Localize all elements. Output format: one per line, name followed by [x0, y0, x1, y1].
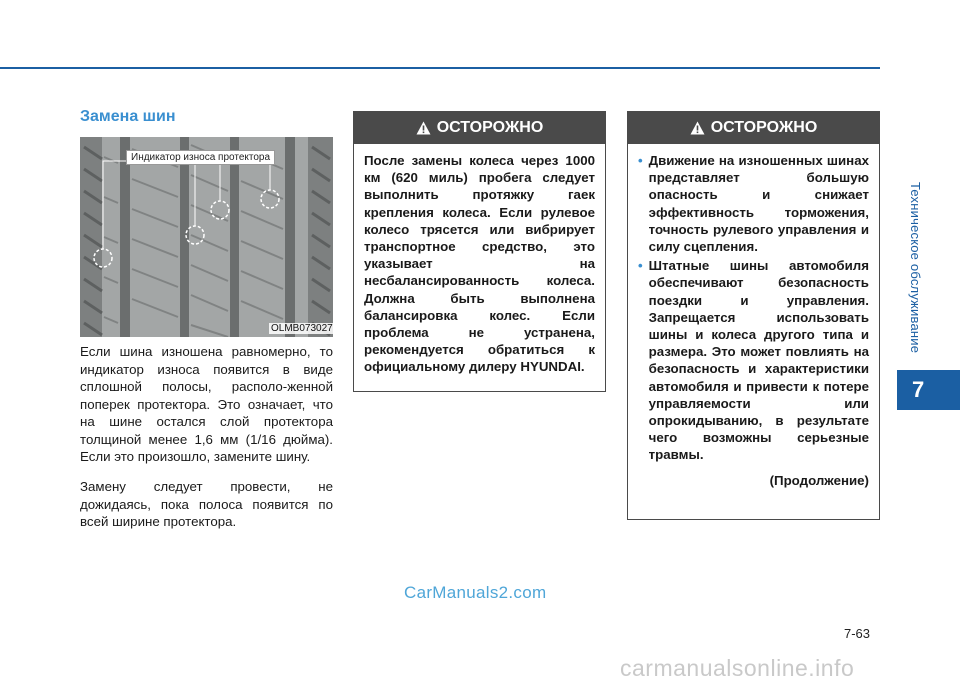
- bullet-dot-icon: •: [638, 258, 643, 274]
- bullet-dot-icon: •: [638, 153, 643, 168]
- warning-bullet-text: Штатные шины автомобиля обеспечивают безопасность поездки и управления. Запрещается использовать шины и колеса другого типа и размера. Это может повлиять на безопасность и характеристики автомобиля и привести к потере управляемости или опрокидыванию, в результате чего возможны серьезные травмы.: [648, 258, 869, 463]
- continued-label: (Продолжение): [769, 472, 869, 488]
- site-watermark: carmanualsonline.info: [620, 655, 855, 681]
- header-rule: [0, 67, 880, 69]
- section-side-label: Техническое обслуживание: [908, 182, 923, 354]
- body-paragraph-2: Замену следует провести, не дожидаясь, пока полоса появится по всей ширине протектора.: [80, 479, 333, 529]
- warning-bullet: [638, 257, 869, 463]
- warning-box-2: [627, 111, 880, 520]
- warning-title-1: ОСТОРОЖНО: [436, 119, 544, 136]
- warning-bullet-text: Движение на изношенных шинах представляет большую опасность и снижает эффективность торможения, точность рулевого управления и силу сцепления.: [648, 153, 869, 255]
- warning-triangle-icon: [416, 121, 431, 135]
- carmanuals-watermark[interactable]: CarManuals2.com: [404, 583, 547, 602]
- figure-code: OLMB073027: [271, 323, 333, 334]
- warning-box-1: [353, 111, 606, 392]
- warning-body-2: [628, 144, 879, 499]
- page-number: 7-63: [844, 626, 871, 641]
- warning-triangle-icon: [690, 121, 705, 135]
- warning-header-1: [354, 112, 605, 144]
- warning-title-2: ОСТОРОЖНО: [710, 119, 818, 136]
- wear-indicator-callout: Индикатор износа протектора: [126, 150, 275, 165]
- warning-bullet: [638, 152, 869, 255]
- section-title: Замена шин: [80, 108, 176, 125]
- warning-header-2: [628, 112, 879, 144]
- chapter-badge: 7: [897, 370, 960, 410]
- tire-tread-image: [80, 137, 333, 337]
- warning-text-1: После замены колеса через 1000 км (620 миль) пробега следует выполнить протяжку гаек крепления колеса. Если рулевое колесо трясется или вибрирует транспортное средство, это указывает на несбалансированность колеса. Должна быть выполнена балансировка колес. Если проблема не устранена, рекомендуется обратиться к официальному дилеру HYUNDAI.: [364, 153, 595, 375]
- body-paragraph-1: Если шина изношена равномерно, то индикатор износа появится в виде сплошной полосы, располо-женной поперек протектора. Это означает, что на шине остался слой протектора толщиной менее 1,6 мм (1/16 дюйма). Если это произошло, замените шину.: [80, 344, 333, 464]
